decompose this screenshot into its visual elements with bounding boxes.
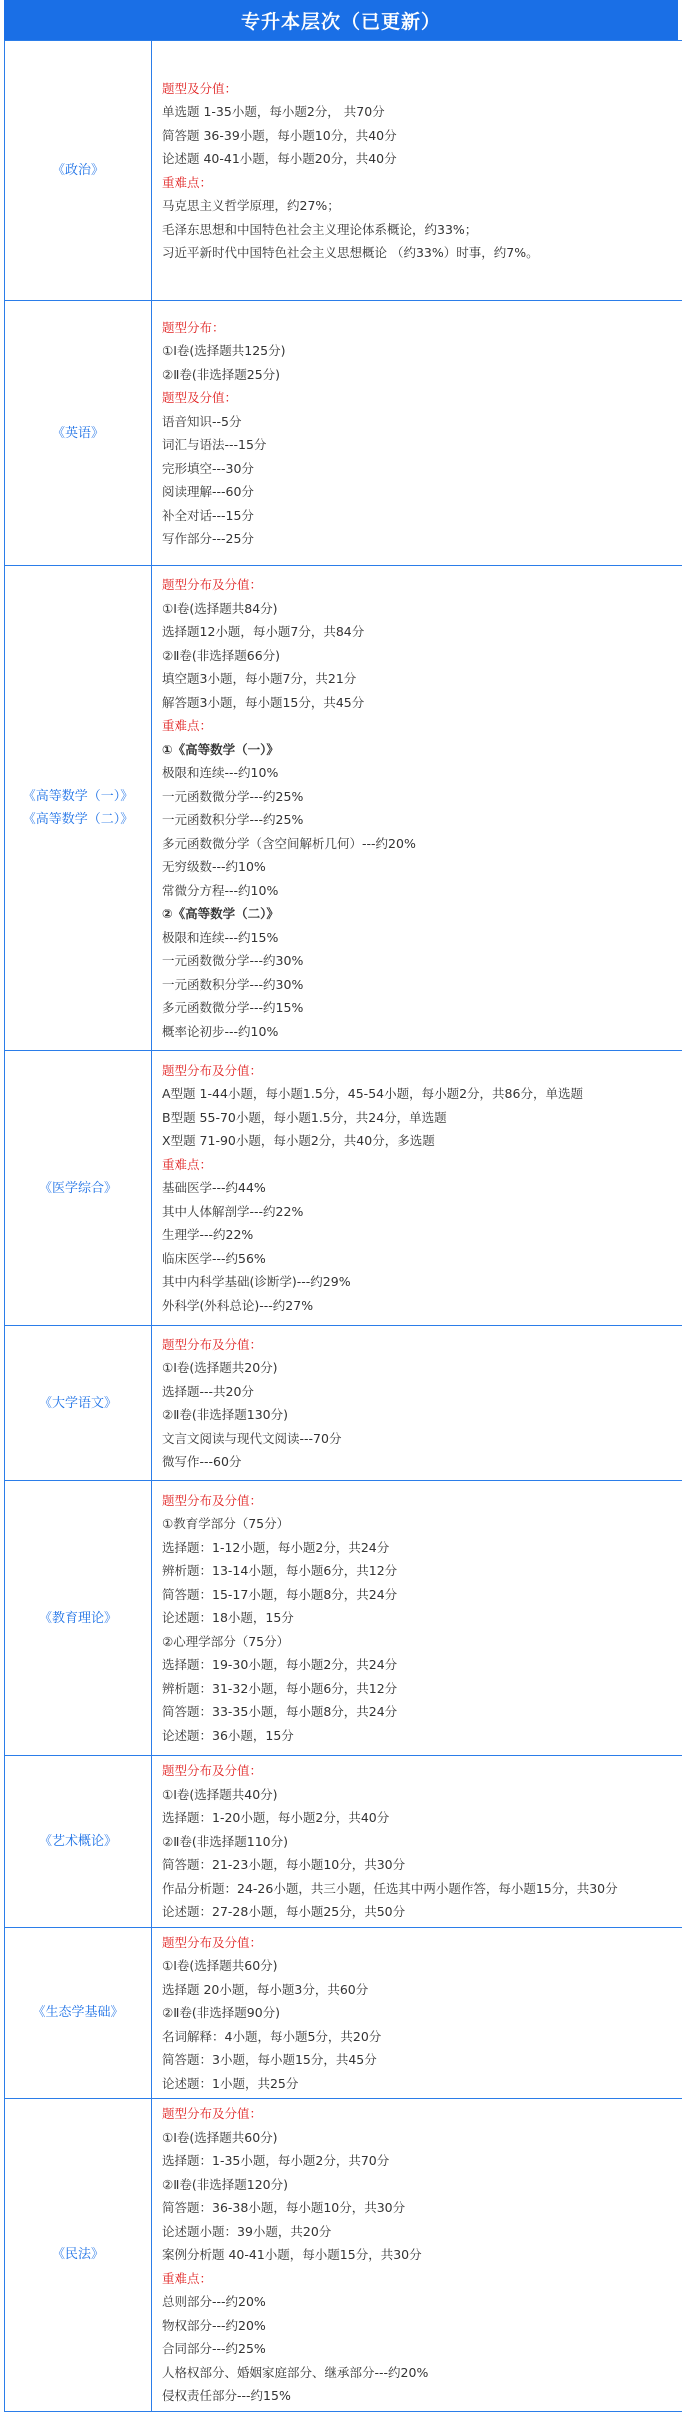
section-heading: 题型分布：: [162, 316, 682, 340]
content-line: 多元函数微分学---约15%: [162, 996, 682, 1020]
content-line: 论述题：36小题，15分: [162, 1724, 682, 1748]
content-line: 毛泽东思想和中国特色社会主义理论体系概论，约33%；: [162, 218, 682, 242]
content-line: ②Ⅱ卷(非选择题25分): [162, 363, 682, 387]
content-line: 论述题 40-41小题，每小题20分，共40分: [162, 147, 682, 171]
content-line: 选择题：1-12小题，每小题2分，共24分: [162, 1536, 682, 1560]
content-line: 选择题：1-35小题，每小题2分，共70分: [162, 2149, 682, 2173]
subject-name: 《政治》: [5, 159, 151, 182]
content-line: 临床医学---约56%: [162, 1247, 682, 1271]
content-line: 简答题：21-23小题，每小题10分，共30分: [162, 1853, 682, 1877]
content-line: 解答题3小题，每小题15分，共45分: [162, 691, 682, 715]
content-line: 无穷级数---约10%: [162, 855, 682, 879]
content-line: 论述题：18小题，15分: [162, 1606, 682, 1630]
subject-name: 《医学综合》: [5, 1177, 151, 1200]
content-line: 案例分析题 40-41小题，每小题15分，共30分: [162, 2243, 682, 2267]
content-line: 基础医学---约44%: [162, 1176, 682, 1200]
content-line: 论述题：27-28小题，每小题25分，共50分: [162, 1900, 682, 1924]
content-line: 填空题3小题，每小题7分，共21分: [162, 667, 682, 691]
subject-row: [5, 1051, 682, 1326]
subject-row: [5, 2099, 682, 2412]
content-line: 文言文阅读与现代文阅读---70分: [162, 1427, 682, 1451]
content-line: ②Ⅱ卷(非选择题120分): [162, 2173, 682, 2197]
subject-row: [5, 1927, 682, 2099]
content-line: 选择题：1-20小题，每小题2分，共40分: [162, 1806, 682, 1830]
content-line: 常微分方程---约10%: [162, 879, 682, 903]
section-heading: 重难点：: [162, 2267, 682, 2291]
content-line: ①Ⅰ卷(选择题共40分): [162, 1783, 682, 1807]
content-line: ②Ⅱ卷(非选择题90分): [162, 2001, 682, 2025]
content-line: 简答题：36-38小题，每小题10分，共30分: [162, 2196, 682, 2220]
subject-name-cell: [5, 1051, 152, 1326]
content-line: X型题 71-90小题，每小题2分，共40分，多选题: [162, 1129, 682, 1153]
content-line: 总则部分---约20%: [162, 2290, 682, 2314]
content-line: ①Ⅰ卷(选择题共125分): [162, 339, 682, 363]
section-heading: 重难点：: [162, 171, 682, 195]
content-line: 其中人体解剖学---约22%: [162, 1200, 682, 1224]
content-line: ①《高等数学（一）》: [162, 738, 682, 762]
subject-row: [5, 1756, 682, 1928]
subject-name: 《大学语文》: [5, 1392, 151, 1415]
content-line: 物权部分---约20%: [162, 2314, 682, 2338]
subject-name: 《生态学基础》: [5, 2001, 151, 2024]
subject-name: 《民法》: [5, 2243, 151, 2266]
content-line: 名词解释：4小题，每小题5分，共20分: [162, 2025, 682, 2049]
content-line: 选择题12小题，每小题7分，共84分: [162, 620, 682, 644]
page-title: 专升本层次（已更新）: [241, 7, 441, 34]
content-line: ①Ⅰ卷(选择题共20分): [162, 1356, 682, 1380]
content-line: ②Ⅱ卷(非选择题130分): [162, 1403, 682, 1427]
subject-row: [5, 566, 682, 1051]
subject-content-cell: [152, 1326, 682, 1481]
section-heading: 题型及分值：: [162, 77, 682, 101]
content-line: 完形填空---30分: [162, 457, 682, 481]
subject-name-cell: [5, 41, 152, 301]
content-line: ②心理学部分（75分）: [162, 1630, 682, 1654]
content-line: 概率论初步---约10%: [162, 1020, 682, 1044]
subject-name-cell: [5, 2099, 152, 2412]
content-line: 微写作---60分: [162, 1450, 682, 1474]
content-line: 写作部分---25分: [162, 527, 682, 551]
section-heading: 题型分布及分值：: [162, 2102, 682, 2126]
subject-row: [5, 1481, 682, 1756]
subject-content-cell: [152, 1051, 682, 1326]
exam-table-container: [4, 0, 678, 2412]
subject-name: 《英语》: [5, 422, 151, 445]
content-line: 习近平新时代中国特色社会主义思想概论 （约33%）时事，约7%。: [162, 241, 682, 265]
subject-content-cell: [152, 2099, 682, 2412]
content-line: 简答题：3小题，每小题15分，共45分: [162, 2048, 682, 2072]
content-line: 词汇与语法---15分: [162, 433, 682, 457]
content-line: ②Ⅱ卷(非选择题110分): [162, 1830, 682, 1854]
content-line: 多元函数微分学（含空间解析几何）---约20%: [162, 832, 682, 856]
subject-content-cell: [152, 1481, 682, 1756]
content-line: 外科学(外科总论)---约27%: [162, 1294, 682, 1318]
subject-name-cell: [5, 1326, 152, 1481]
section-heading: 题型分布及分值：: [162, 1059, 682, 1083]
content-line: 一元函数微分学---约30%: [162, 949, 682, 973]
content-line: 简答题：33-35小题，每小题8分，共24分: [162, 1700, 682, 1724]
content-line: 简答题：15-17小题，每小题8分，共24分: [162, 1583, 682, 1607]
content-line: A型题 1-44小题，每小题1.5分，45-54小题，每小题2分，共86分，单选题: [162, 1082, 682, 1106]
subject-name: 《教育理论》: [5, 1607, 151, 1630]
content-line: ①教育学部分（75分）: [162, 1512, 682, 1536]
section-heading: 题型分布及分值：: [162, 1489, 682, 1513]
content-line: 其中内科学基础(诊断学)---约29%: [162, 1270, 682, 1294]
content-line: 阅读理解---60分: [162, 480, 682, 504]
subject-row: [5, 301, 682, 566]
content-line: 极限和连续---约15%: [162, 926, 682, 950]
content-line: 马克思主义哲学原理，约27%；: [162, 194, 682, 218]
content-line: 辨析题：31-32小题，每小题6分，共12分: [162, 1677, 682, 1701]
content-line: 侵权责任部分---约15%: [162, 2384, 682, 2408]
content-line: 一元函数积分学---约30%: [162, 973, 682, 997]
subject-row: [5, 41, 682, 301]
content-line: ①Ⅰ卷(选择题共84分): [162, 597, 682, 621]
subject-name: 《高等数学（一）》: [5, 785, 151, 808]
table-header: [4, 0, 678, 40]
content-line: 论述题：1小题，共25分: [162, 2072, 682, 2096]
content-line: ②Ⅱ卷(非选择题66分): [162, 644, 682, 668]
section-heading: 题型分布及分值：: [162, 573, 682, 597]
content-line: 简答题 36-39小题，每小题10分，共40分: [162, 124, 682, 148]
subject-content-cell: [152, 1756, 682, 1928]
content-line: 生理学---约22%: [162, 1223, 682, 1247]
exam-table-body: [5, 41, 682, 2412]
content-line: 单选题 1-35小题，每小题2分， 共70分: [162, 100, 682, 124]
content-line: 辨析题：13-14小题，每小题6分，共12分: [162, 1559, 682, 1583]
subject-name-cell: [5, 566, 152, 1051]
subject-content-cell: [152, 1927, 682, 2099]
content-line: 选择题：19-30小题，每小题2分，共24分: [162, 1653, 682, 1677]
content-line: 合同部分---约25%: [162, 2337, 682, 2361]
subject-content-cell: [152, 41, 682, 301]
exam-table: [4, 40, 682, 2412]
content-line: ①Ⅰ卷(选择题共60分): [162, 1954, 682, 1978]
section-heading: 重难点：: [162, 714, 682, 738]
subject-name-cell: [5, 1927, 152, 2099]
content-line: 一元函数积分学---约25%: [162, 808, 682, 832]
content-line: 一元函数微分学---约25%: [162, 785, 682, 809]
subject-name-cell: [5, 301, 152, 566]
content-line: 论述题小题：39小题，共20分: [162, 2220, 682, 2244]
content-line: 极限和连续---约10%: [162, 761, 682, 785]
subject-name-cell: [5, 1481, 152, 1756]
content-line: ②《高等数学（二）》: [162, 902, 682, 926]
content-line: 选择题---共20分: [162, 1380, 682, 1404]
subject-content-cell: [152, 301, 682, 566]
content-line: 人格权部分、婚姻家庭部分、继承部分---约20%: [162, 2361, 682, 2385]
section-heading: 题型及分值：: [162, 386, 682, 410]
subject-name: 《高等数学（二）》: [5, 808, 151, 831]
content-line: 语音知识--5分: [162, 410, 682, 434]
content-line: B型题 55-70小题，每小题1.5分，共24分，单选题: [162, 1106, 682, 1130]
content-line: 选择题 20小题，每小题3分，共60分: [162, 1978, 682, 2002]
subject-row: [5, 1326, 682, 1481]
content-line: 补全对话---15分: [162, 504, 682, 528]
section-heading: 题型分布及分值：: [162, 1333, 682, 1357]
section-heading: 题型分布及分值：: [162, 1931, 682, 1955]
subject-content-cell: [152, 566, 682, 1051]
section-heading: 重难点：: [162, 1153, 682, 1177]
subject-name-cell: [5, 1756, 152, 1928]
content-line: 作品分析题：24-26小题，共三小题，任选其中两小题作答，每小题15分，共30分: [162, 1877, 682, 1901]
section-heading: 题型分布及分值：: [162, 1759, 682, 1783]
subject-name: 《艺术概论》: [5, 1830, 151, 1853]
content-line: ①Ⅰ卷(选择题共60分): [162, 2126, 682, 2150]
